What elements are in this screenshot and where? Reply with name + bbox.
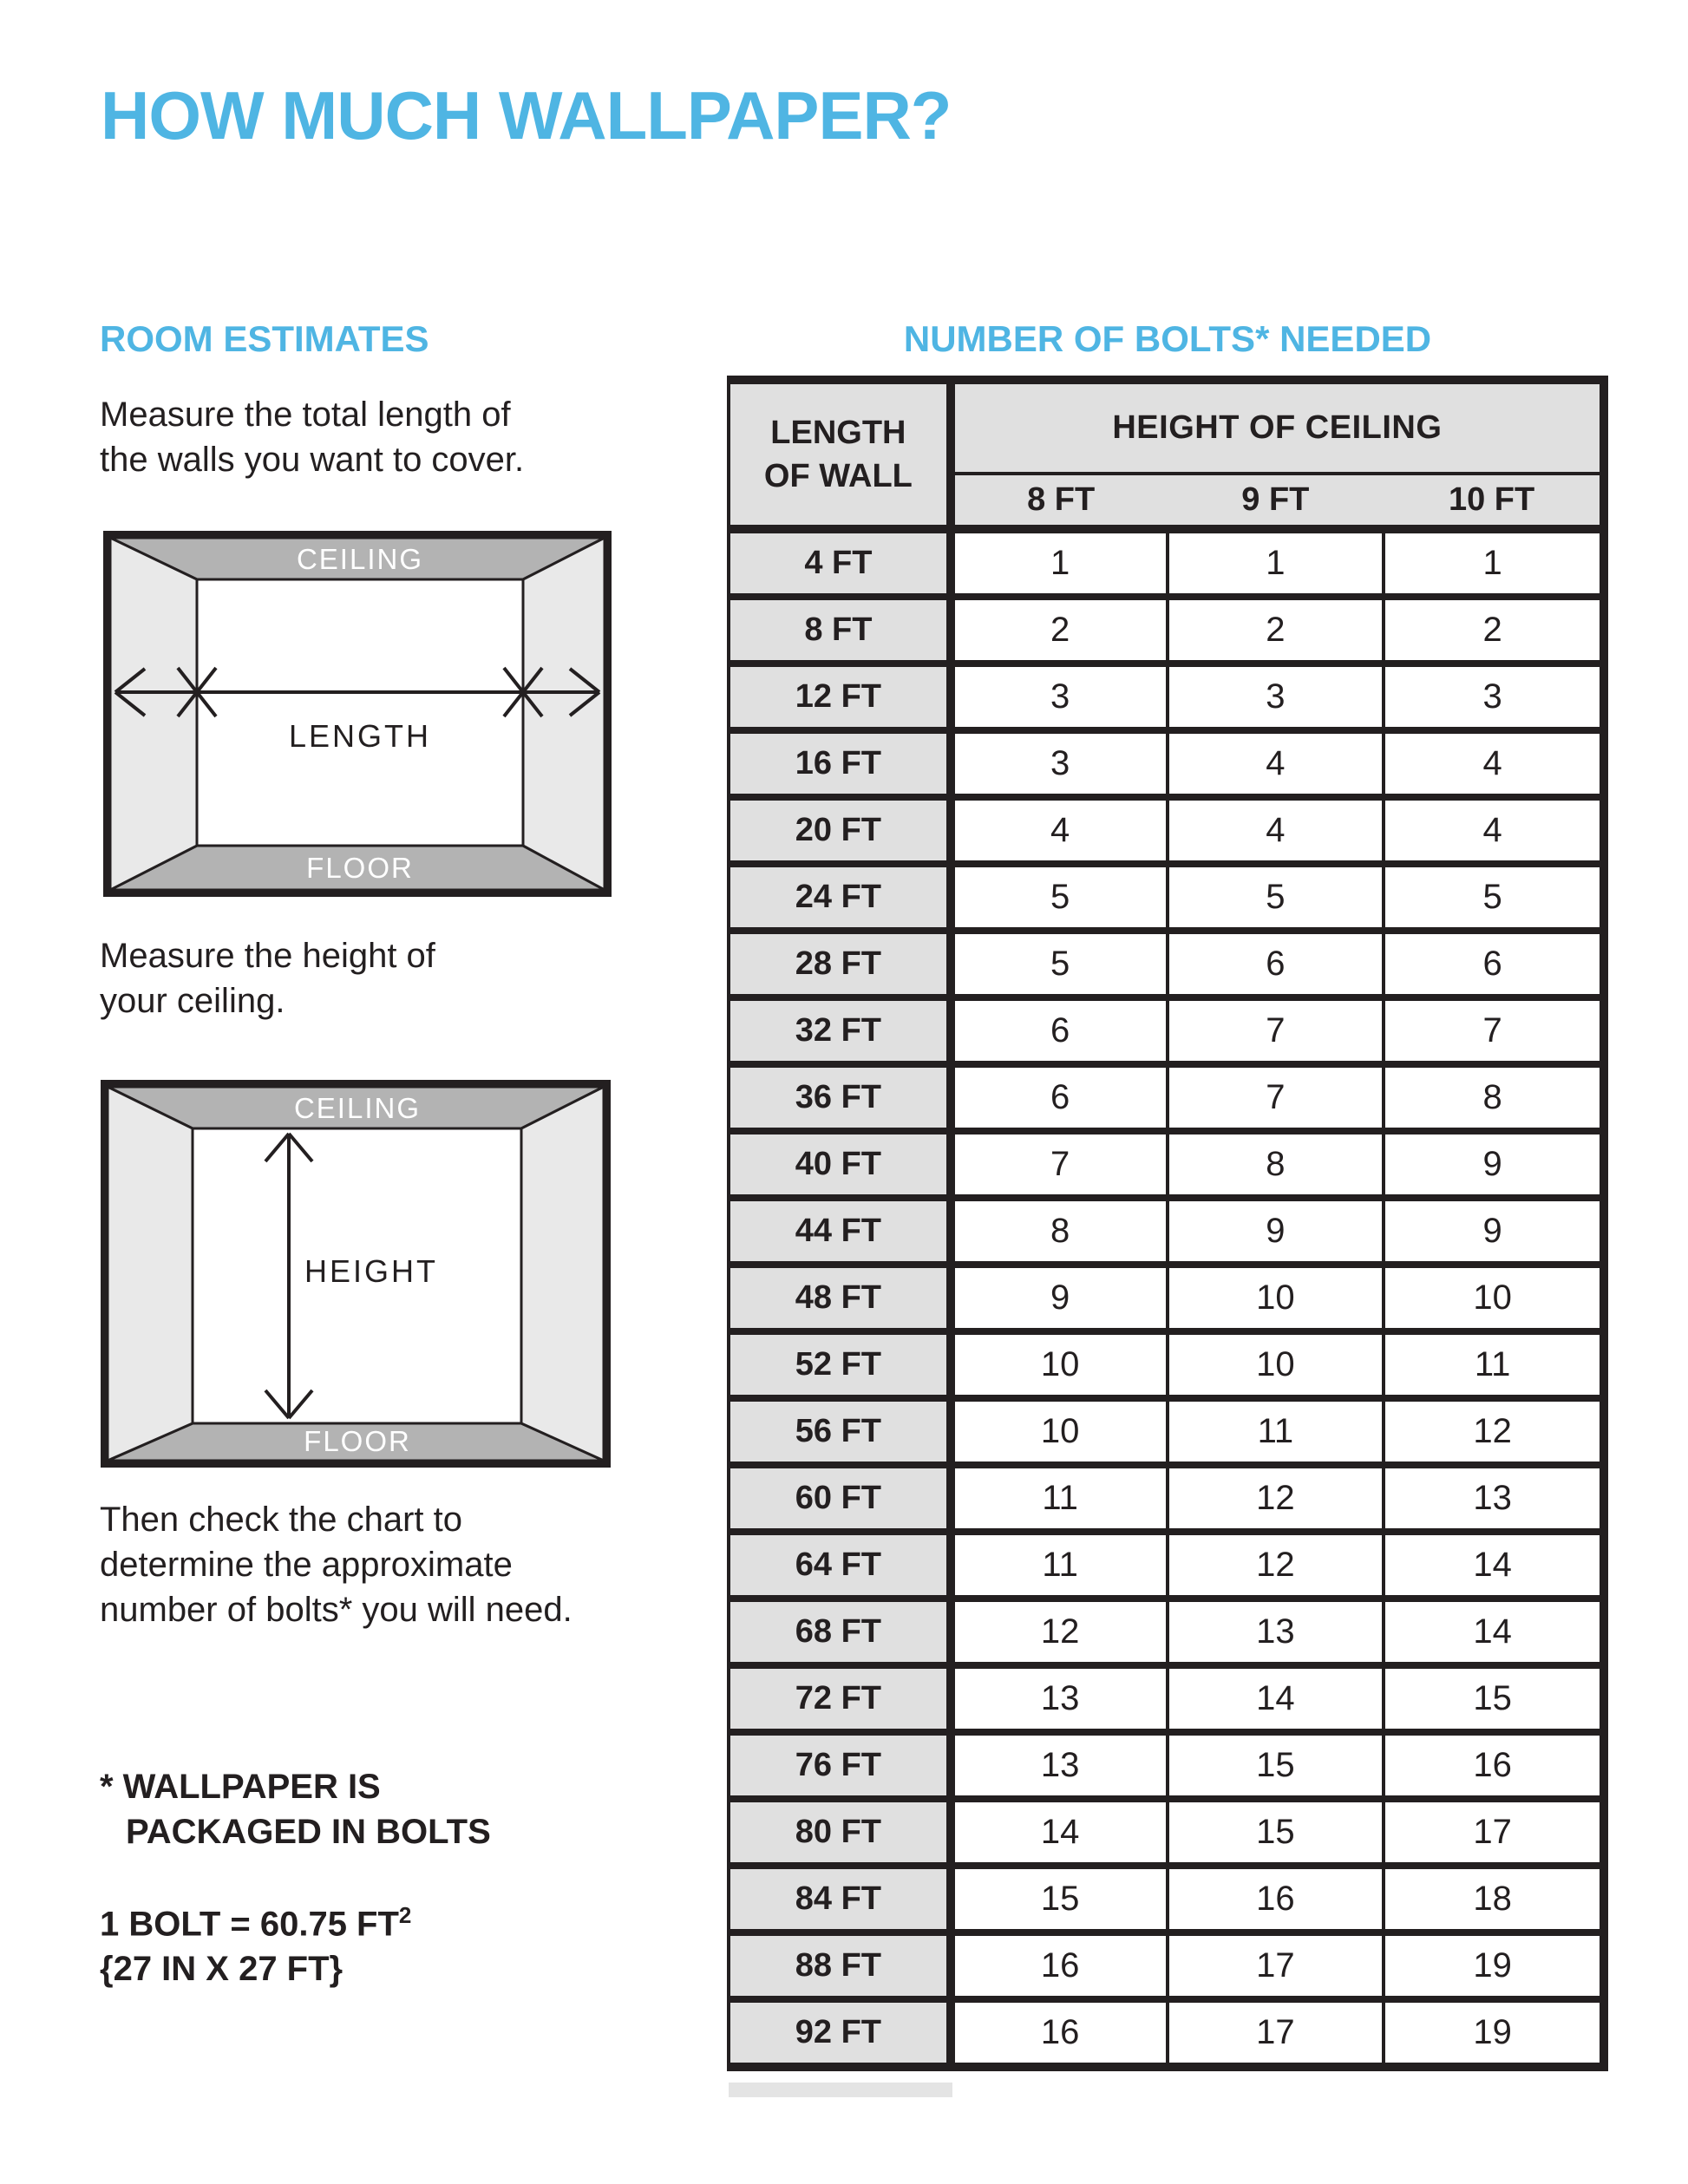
bolt-dimensions: {27 IN X 27 FT}	[100, 1950, 343, 1989]
cell-value: 5	[1168, 864, 1384, 931]
cell-value: 13	[951, 1665, 1168, 1732]
row-label: 20 FT	[729, 797, 951, 864]
footnote-line: PACKAGED IN BOLTS	[126, 1813, 491, 1851]
ceiling-label: CEILING	[296, 543, 424, 575]
ceiling-label: CEILING	[293, 1092, 422, 1124]
table-row	[729, 529, 1604, 597]
page-title: HOW MUCH WALLPAPER?	[101, 77, 952, 154]
room-length-diagram	[103, 531, 612, 897]
table-row	[729, 1131, 1604, 1198]
table-row	[729, 664, 1604, 730]
cell-value: 11	[951, 1465, 1168, 1532]
cell-value: 7	[1168, 997, 1384, 1064]
cell-value: 11	[1384, 1331, 1604, 1398]
cell-value: 3	[951, 664, 1168, 730]
cell-value: 16	[1168, 1866, 1384, 1932]
cell-value: 4	[1384, 797, 1604, 864]
row-label: 64 FT	[729, 1532, 951, 1599]
left-wall-face	[108, 1087, 193, 1461]
height-label: HEIGHT	[304, 1253, 439, 1289]
row-label: 32 FT	[729, 997, 951, 1064]
cell-value: 1	[1384, 529, 1604, 597]
table-row	[729, 1398, 1604, 1465]
wallpaper-footnote	[100, 1764, 491, 1854]
right-wall-face	[521, 1087, 604, 1461]
left-wall-face	[110, 538, 197, 890]
row-label: 68 FT	[729, 1599, 951, 1665]
back-wall-face	[197, 579, 523, 846]
col-header-9ft: 9 FT	[1168, 474, 1384, 529]
paragraph-line: Measure the total length of	[100, 396, 511, 434]
row-label: 16 FT	[729, 730, 951, 797]
cell-value: 4	[1384, 730, 1604, 797]
paragraph-line: determine the approximate	[100, 1546, 513, 1584]
cell-value: 16	[1384, 1732, 1604, 1799]
cell-value: 16	[951, 1932, 1168, 1999]
cell-value: 6	[1384, 931, 1604, 997]
cell-value: 4	[951, 797, 1168, 864]
bolt-size-info	[100, 1893, 411, 1991]
cell-value: 7	[951, 1131, 1168, 1198]
cell-value: 19	[1384, 1932, 1604, 1999]
corner-header-line: OF WALL	[763, 458, 913, 494]
col-header-10ft: 10 FT	[1384, 474, 1604, 529]
paragraph-line: Measure the height of	[100, 937, 435, 975]
cell-value: 5	[1384, 864, 1604, 931]
row-label: 8 FT	[729, 597, 951, 664]
table-row	[729, 1799, 1604, 1866]
length-label: LENGTH	[288, 718, 432, 754]
cell-value: 14	[951, 1799, 1168, 1866]
row-label: 92 FT	[729, 1999, 951, 2067]
table-row	[729, 1532, 1604, 1599]
cell-value: 12	[1384, 1398, 1604, 1465]
row-label: 52 FT	[729, 1331, 951, 1398]
row-label: 44 FT	[729, 1198, 951, 1265]
cell-value: 1	[1168, 529, 1384, 597]
cell-value: 11	[1168, 1398, 1384, 1465]
row-label: 88 FT	[729, 1932, 951, 1999]
cell-value: 15	[1168, 1732, 1384, 1799]
table-row	[729, 1932, 1604, 1999]
row-label: 48 FT	[729, 1265, 951, 1331]
cell-value: 3	[1168, 664, 1384, 730]
row-label: 60 FT	[729, 1465, 951, 1532]
cell-value: 14	[1384, 1599, 1604, 1665]
bolts-table	[727, 376, 1608, 2071]
cell-value: 6	[951, 997, 1168, 1064]
cell-value: 15	[1384, 1665, 1604, 1732]
table-row	[729, 1465, 1604, 1532]
floor-label: FLOOR	[306, 852, 414, 884]
cell-value: 8	[1168, 1131, 1384, 1198]
bolts-table-body	[729, 529, 1604, 2067]
table-row	[729, 1866, 1604, 1932]
cell-value: 2	[1384, 597, 1604, 664]
footnote-line: * WALLPAPER IS	[100, 1768, 381, 1806]
cell-value: 2	[1168, 597, 1384, 664]
row-label: 72 FT	[729, 1665, 951, 1732]
cell-value: 12	[1168, 1532, 1384, 1599]
bolts-needed-heading: NUMBER OF BOLTS* NEEDED	[903, 318, 1432, 359]
cell-value: 15	[1168, 1799, 1384, 1866]
bolt-equation-text: 1 BOLT = 60.75 FT	[100, 1905, 399, 1944]
cell-value: 5	[951, 864, 1168, 931]
paragraph-line: your ceiling.	[100, 982, 285, 1020]
room-estimates-heading: ROOM ESTIMATES	[100, 318, 429, 359]
cell-value: 9	[1384, 1131, 1604, 1198]
cell-value: 13	[951, 1732, 1168, 1799]
table-row	[729, 1599, 1604, 1665]
cell-value: 5	[951, 931, 1168, 997]
cell-value: 6	[1168, 931, 1384, 997]
table-row	[729, 931, 1604, 997]
cell-value: 10	[951, 1331, 1168, 1398]
bolt-equation	[100, 1893, 411, 1946]
cell-value: 13	[1168, 1599, 1384, 1665]
cell-value: 14	[1168, 1665, 1384, 1732]
row-label: 56 FT	[729, 1398, 951, 1465]
cell-value: 1	[951, 529, 1168, 597]
cell-value: 7	[1168, 1064, 1384, 1131]
cell-value: 8	[951, 1198, 1168, 1265]
cell-value: 18	[1384, 1866, 1604, 1932]
row-label: 84 FT	[729, 1866, 951, 1932]
table-row	[729, 1732, 1604, 1799]
cell-value: 6	[951, 1064, 1168, 1131]
cell-value: 16	[951, 1999, 1168, 2067]
cell-value: 12	[1168, 1465, 1384, 1532]
table-row	[729, 797, 1604, 864]
cell-value: 15	[951, 1866, 1168, 1932]
cell-value: 17	[1168, 1932, 1384, 1999]
bolt-equation-exponent: 2	[398, 1902, 412, 1928]
cell-value: 9	[951, 1265, 1168, 1331]
row-label: 12 FT	[729, 664, 951, 730]
cell-value: 11	[951, 1532, 1168, 1599]
row-label: 36 FT	[729, 1064, 951, 1131]
table-row	[729, 1665, 1604, 1732]
group-header-height-of-ceiling: HEIGHT OF CEILING	[951, 380, 1604, 474]
cell-value: 4	[1168, 797, 1384, 864]
paragraph-measure-height	[100, 933, 435, 1023]
table-row	[729, 597, 1604, 664]
table-row	[729, 1331, 1604, 1398]
room-height-diagram	[101, 1080, 611, 1468]
cell-value: 12	[951, 1599, 1168, 1665]
table-row	[729, 864, 1604, 931]
row-label: 80 FT	[729, 1799, 951, 1866]
table-row	[729, 1265, 1604, 1331]
cell-value: 8	[1384, 1064, 1604, 1131]
cell-value: 10	[1384, 1265, 1604, 1331]
table-row	[729, 1198, 1604, 1265]
table-row	[729, 1999, 1604, 2067]
cell-value: 10	[1168, 1265, 1384, 1331]
row-label: 40 FT	[729, 1131, 951, 1198]
table-header-row	[729, 380, 1604, 474]
cell-value: 9	[1384, 1198, 1604, 1265]
table-row	[729, 997, 1604, 1064]
cell-value: 10	[1168, 1331, 1384, 1398]
cell-value: 4	[1168, 730, 1384, 797]
label-column-shadow	[729, 2083, 952, 2097]
cell-value: 2	[951, 597, 1168, 664]
row-label: 4 FT	[729, 529, 951, 597]
table-row	[729, 1064, 1604, 1131]
row-label: 76 FT	[729, 1732, 951, 1799]
paragraph-measure-length	[100, 392, 524, 482]
paragraph-check-chart	[100, 1497, 572, 1632]
table-row	[729, 730, 1604, 797]
corner-header-length-of-wall	[729, 380, 951, 529]
corner-header-line: LENGTH	[770, 415, 906, 451]
cell-value: 19	[1384, 1999, 1604, 2067]
col-header-8ft: 8 FT	[951, 474, 1168, 529]
cell-value: 3	[951, 730, 1168, 797]
cell-value: 7	[1384, 997, 1604, 1064]
cell-value: 14	[1384, 1532, 1604, 1599]
row-label: 24 FT	[729, 864, 951, 931]
row-label: 28 FT	[729, 931, 951, 997]
paragraph-line: Then check the chart to	[100, 1501, 463, 1539]
cell-value: 17	[1384, 1799, 1604, 1866]
paragraph-line: number of bolts* you will need.	[100, 1591, 572, 1629]
cell-value: 13	[1384, 1465, 1604, 1532]
cell-value: 17	[1168, 1999, 1384, 2067]
right-wall-face	[523, 538, 605, 890]
cell-value: 9	[1168, 1198, 1384, 1265]
paragraph-line: the walls you want to cover.	[100, 441, 525, 479]
floor-label: FLOOR	[304, 1425, 411, 1457]
cell-value: 10	[951, 1398, 1168, 1465]
cell-value: 3	[1384, 664, 1604, 730]
